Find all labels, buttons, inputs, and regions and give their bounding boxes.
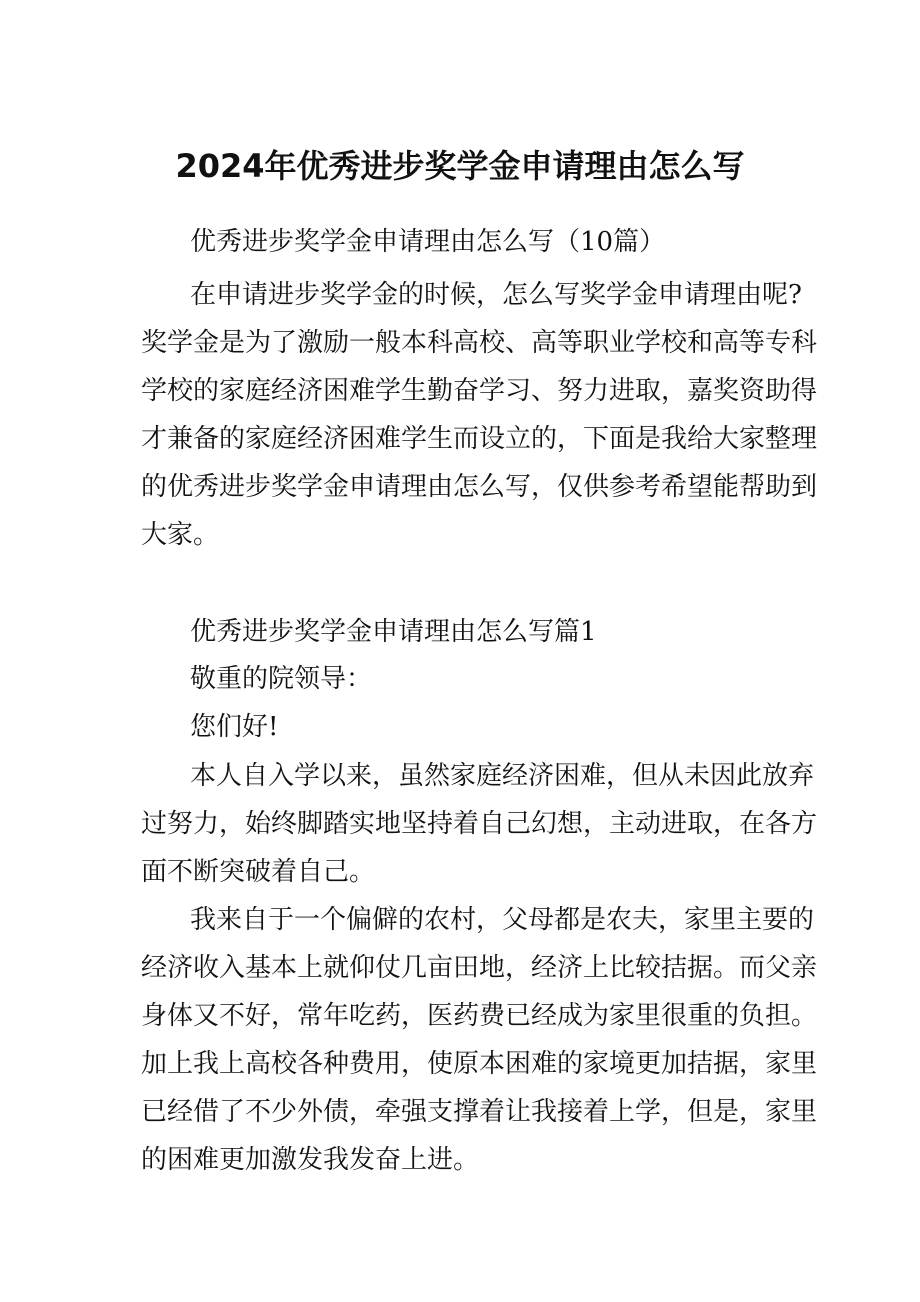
body-paragraph-line: 的困难更加激发我发奋上进。 (141, 1145, 480, 1175)
body-paragraph-line: 经济收入基本上就仰仗几亩田地，经济上比较拮据。而父亲 (141, 953, 818, 983)
intro-heading-line: 优秀进步奖学金申请理由怎么写（10篇） (190, 227, 666, 257)
greeting-line: 您们好! (190, 712, 279, 742)
body-paragraph-line: 我来自于一个偏僻的农村，父母都是农夫，家里主要的 (190, 905, 815, 935)
intro-paragraph-line: 的优秀进步奖学金申请理由怎么写，仅供参考希望能帮助到 (141, 472, 818, 502)
intro-paragraph-line: 大家。 (141, 520, 220, 550)
body-paragraph-line: 面不断突破着自己。 (141, 857, 376, 887)
intro-paragraph-line: 奖学金是为了激励一般本科高校、高等职业学校和高等专科 (141, 328, 818, 358)
body-paragraph-line: 已经借了不少外债，牵强支撑着让我接着上学，但是，家里 (141, 1097, 818, 1127)
salutation-line: 敬重的院领导： (190, 664, 373, 694)
intro-paragraph-line: 才兼备的家庭经济困难学生而设立的，下面是我给大家整理 (141, 424, 818, 454)
body-paragraph-line: 身体又不好，常年吃药，医药费已经成为家里很重的负担。 (141, 1001, 818, 1031)
intro-paragraph-line: 在申请进步奖学金的时候，怎么写奖学金申请理由呢? (190, 280, 802, 310)
body-paragraph-line: 加上我上高校各种费用，使原本困难的家境更加拮据，家里 (141, 1049, 818, 1079)
intro-paragraph-line: 学校的家庭经济困难学生勤奋学习、努力进取，嘉奖资助得 (141, 376, 818, 406)
document-title: 2024年优秀进步奖学金申请理由怎么写 (175, 147, 745, 185)
body-paragraph-line: 过努力，始终脚踏实地坚持着自己幻想，主动进取，在各方 (141, 809, 818, 839)
body-paragraph-line: 本人自入学以来，虽然家庭经济困难，但从未因此放弃 (190, 761, 815, 791)
section-heading-line: 优秀进步奖学金申请理由怎么写篇1 (190, 617, 597, 647)
